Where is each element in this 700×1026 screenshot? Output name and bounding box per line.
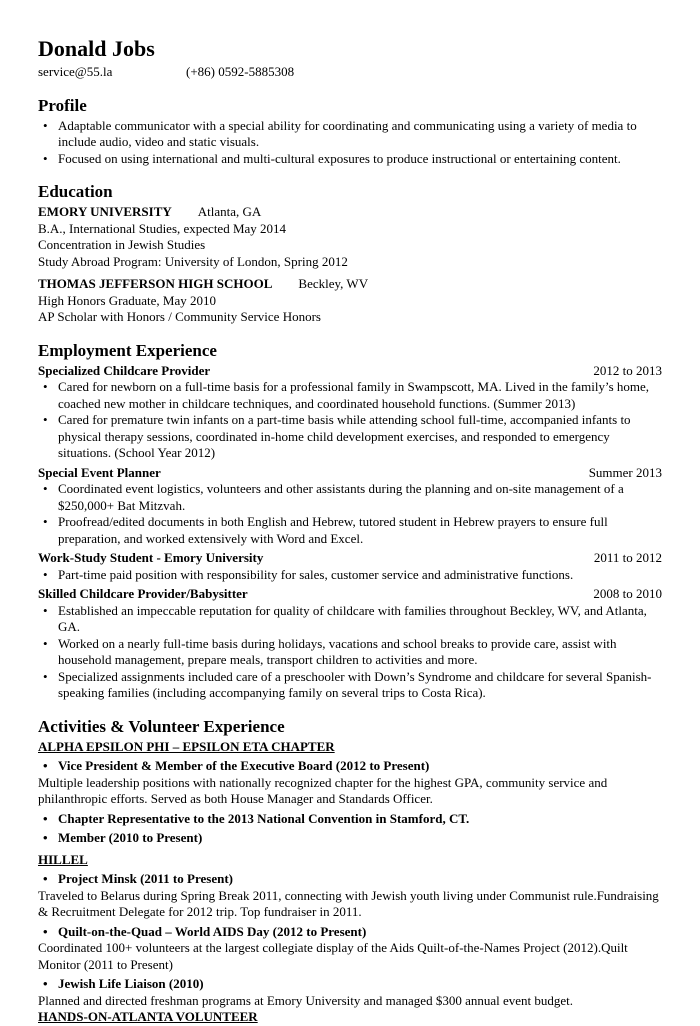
role-title: • Quilt-on-the-Quad – World AIDS Day (2012 to Present) <box>38 924 662 941</box>
school-location: Beckley, WV <box>298 276 369 291</box>
school-entry <box>38 276 662 326</box>
role-title: • Chapter Representative to the 2013 National Convention in Stamford, CT. <box>38 811 662 828</box>
school-location: Atlanta, GA <box>197 204 262 219</box>
job-title: Work-Study Student - Emory University <box>38 550 264 565</box>
role-title: • Project Minsk (2011 to Present) <box>38 871 662 888</box>
job-header <box>38 550 662 567</box>
job-dates: 2008 to 2010 <box>593 586 662 601</box>
job-duties <box>38 567 662 584</box>
contact-line <box>38 64 662 81</box>
school-name: EMORY UNIVERSITY <box>38 204 172 219</box>
role-title: • Jewish Life Liaison (2010) <box>38 976 662 993</box>
job-title: Special Event Planner <box>38 464 161 480</box>
job-header <box>38 586 662 603</box>
job-duty: • Coordinated event logistics, volunteers and other assistants during the planning and on-site management of a $250,000+ Bat Mitzvah. <box>38 481 662 514</box>
job-duty: • Established an impeccable reputation for quality of childcare with families throughout Beckley, WV, and Atlanta, GA. <box>38 603 662 636</box>
school-header <box>38 204 662 221</box>
activities-heading: Activities & Volunteer Experience <box>38 716 285 736</box>
job-dates: 2011 to 2012 <box>593 550 662 565</box>
education-heading: Education <box>38 182 113 201</box>
school-detail: B.A., International Studies, expected May 2014 <box>38 220 287 236</box>
role-description: Planned and directed freshman programs at Emory University and managed $300 annual event budget. <box>38 992 574 1008</box>
employment-heading: Employment Experience <box>38 340 217 360</box>
profile-item: • Focused on using international and multi-cultural exposures to produce instructional or entertaining content. <box>38 151 662 168</box>
job-duty: • Proofread/edited documents in both English and Hebrew, tutored student in Hebrew prayers to ensure full preparation, and worked extensively with Word and Excel. <box>38 514 662 547</box>
school-entry <box>38 204 662 270</box>
school-header <box>38 276 662 293</box>
job-header <box>38 363 662 380</box>
school-detail: AP Scholar with Honors / Community Service Honors <box>38 309 321 324</box>
profile-item: • Adaptable communicator with a special ability for coordinating and communicating using a variety of media to include audio, video and static visuals. <box>38 118 662 151</box>
role-title: • Vice President & Member of the Executive Board (2012 to Present) <box>38 758 662 775</box>
organization-name: HANDS-ON-ATLANTA VOLUNTEER <box>38 1009 258 1024</box>
school-name: THOMAS JEFFERSON HIGH SCHOOL <box>38 276 273 291</box>
job-duties <box>38 603 662 702</box>
job-duties <box>38 379 662 462</box>
job-duty: • Cared for newborn on a full-time basis for a professional family in Swampscott, MA. Lived in the family’s home, coached new mother in childcare techniques, and coordinated household functions. (Summer 2013) <box>38 379 662 412</box>
school-detail: High Honors Graduate, May 2010 <box>38 292 216 308</box>
job-dates: Summer 2013 <box>588 464 662 480</box>
job-duty: • Cared for premature twin infants on a part-time basis while attending school full-time, accompanied infants to physical therapy sessions, coordinated in-home child development exercises, and responded to emergency situations. (School Year 2012) <box>38 412 662 462</box>
job-dates: 2012 to 2013 <box>593 362 662 378</box>
role-title: • Member (2010 to Present) <box>38 830 662 847</box>
job-header <box>38 465 662 482</box>
candidate-name: Donald Jobs <box>38 36 155 61</box>
email-address[interactable]: service@55.la <box>38 64 113 79</box>
phone-number: (+86) 0592-5885308 <box>186 64 295 79</box>
job-duty: • Part-time paid position with responsibility for sales, customer service and administrative functions. <box>38 567 662 584</box>
role-description: Coordinated 100+ volunteers at the largest collegiate display of the Aids Quilt-of-the-Names Project (2012).Quilt Monitor (2011 to Present) <box>38 940 628 972</box>
job-duty: • Specialized assignments included care of a preschooler with Down’s Syndrome and childcare for several Spanish-speaking families (including accompanying family on several trips to Costa Rica). <box>38 669 662 702</box>
role-description: Multiple leadership positions with nationally recognized chapter for the highest GPA, community service and philanthropic efforts. Served as both House Manager and Standards Officer. <box>38 774 608 806</box>
organization-name: ALPHA EPSILON PHI – EPSILON ETA CHAPTER <box>38 738 335 754</box>
organization-name: HILLEL <box>38 851 88 867</box>
profile-heading: Profile <box>38 95 87 115</box>
school-detail: Concentration in Jewish Studies <box>38 237 206 252</box>
job-title: Specialized Childcare Provider <box>38 362 211 378</box>
job-duty: • Worked on a nearly full-time basis during holidays, vacations and school breaks to provide care, assist with household management, prepare meals, transport children to activities and more. <box>38 636 662 669</box>
school-detail: Study Abroad Program: University of London, Spring 2012 <box>38 253 348 269</box>
role-description: Traveled to Belarus during Spring Break 2011, connecting with Jewish youth living under Communist rule.Fundraising & Recruitment Delegate for 2012 trip. Top fundraiser in 2011. <box>38 887 659 919</box>
job-duties <box>38 481 662 547</box>
profile-list <box>38 118 662 168</box>
job-title: Skilled Childcare Provider/Babysitter <box>38 586 248 601</box>
